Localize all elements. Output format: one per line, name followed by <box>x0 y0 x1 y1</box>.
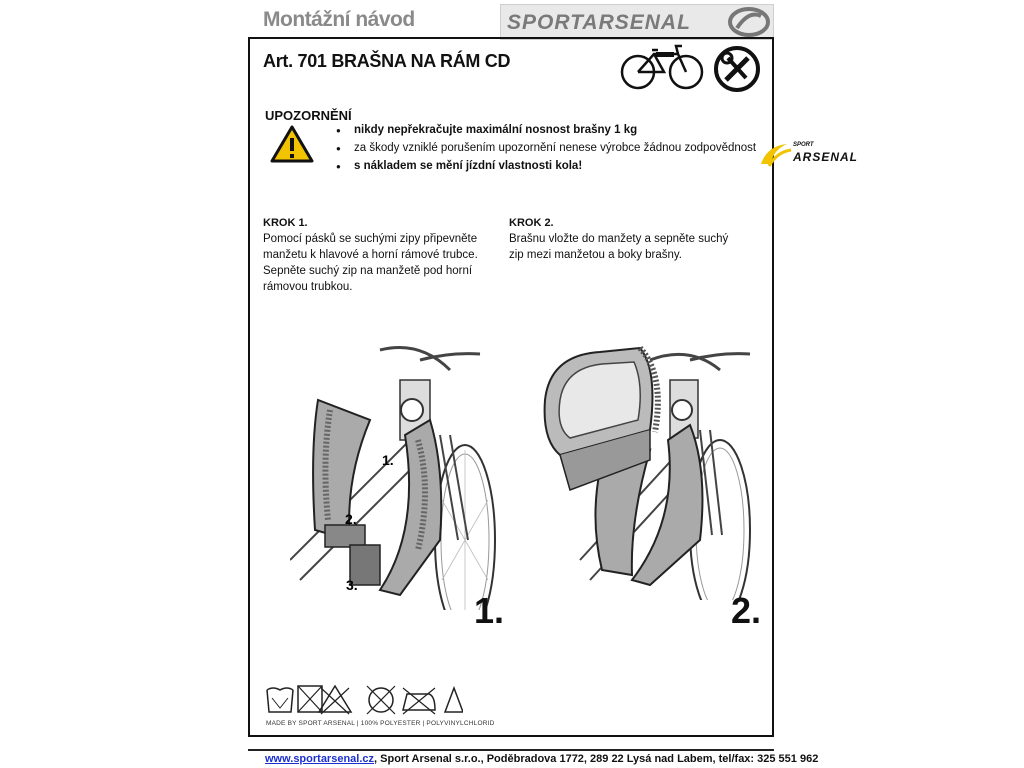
bicycle-icon <box>618 40 704 92</box>
no-bleach-box-icon <box>295 682 325 718</box>
callout-1: 1. <box>382 452 394 468</box>
figure-number-2: 2. <box>731 590 762 631</box>
footer-contact <box>265 753 818 765</box>
website-link[interactable]: www.sportarsenal.cz <box>265 753 375 765</box>
no-iron-icon <box>403 688 435 714</box>
document-heading: Montážní návod <box>263 8 415 31</box>
brand-logo-icon <box>727 6 771 38</box>
brand-logo-text: SPORTARSENAL <box>507 11 691 34</box>
brand-swoosh-icon <box>757 140 793 170</box>
side-brand-name: ARSENAL <box>793 150 859 164</box>
article-title: Art. 701 BRAŠNA NA RÁM CD <box>263 51 511 71</box>
brand-logo-banner <box>500 4 774 40</box>
step-2-heading: KROK 2. <box>509 217 554 229</box>
no-dry-clean-icon <box>367 686 395 714</box>
callout-3: 3. <box>346 577 358 593</box>
no-tumble-icon <box>445 688 463 712</box>
warning-item: ● za škody vzniklé porušením upozornění nenese výrobce žádnou zodpovědnost <box>340 142 756 154</box>
step-2-illustration <box>540 340 760 600</box>
step-1-text: Pomocí pásků se suchými zipy připevněte manžetu k hlavové a horní rámové trubce. Sepněte suchý zip na manžetě pod horní rámovou trubkou. <box>263 233 478 293</box>
company-address: , Sport Arsenal s.r.o., Poděbradova 1772, 289 22 Lysá nad Labem, tel/fax: 325 551 962 <box>374 753 819 765</box>
callout-2: 2. <box>345 511 357 527</box>
side-brand-small: SPORT <box>793 142 814 148</box>
warning-triangle-icon <box>270 124 314 164</box>
warning-title: UPOZORNĚNÍ <box>265 108 352 123</box>
care-note: MADE BY SPORT ARSENAL | 100% POLYESTER | POLYVINYLCHLORID <box>266 720 495 727</box>
no-tools-icon <box>712 44 762 94</box>
warning-item: ● s nákladem se mění jízdní vlastnosti kola! <box>340 160 582 172</box>
care-symbols <box>263 682 463 718</box>
step-1-illustration <box>290 340 510 610</box>
step-2-text: Brašnu vložte do manžety a sepněte suchý zip mezi manžetou a boky brašny. <box>509 233 729 261</box>
warning-item: ● nikdy nepřekračujte maximální nosnost brašny 1 kg <box>340 124 637 136</box>
footer-divider <box>248 749 774 751</box>
step-1-heading: KROK 1. <box>263 217 308 229</box>
wash-30-icon <box>267 688 293 712</box>
figure-number-1: 1. <box>474 590 505 631</box>
side-brand-logo <box>757 138 887 172</box>
